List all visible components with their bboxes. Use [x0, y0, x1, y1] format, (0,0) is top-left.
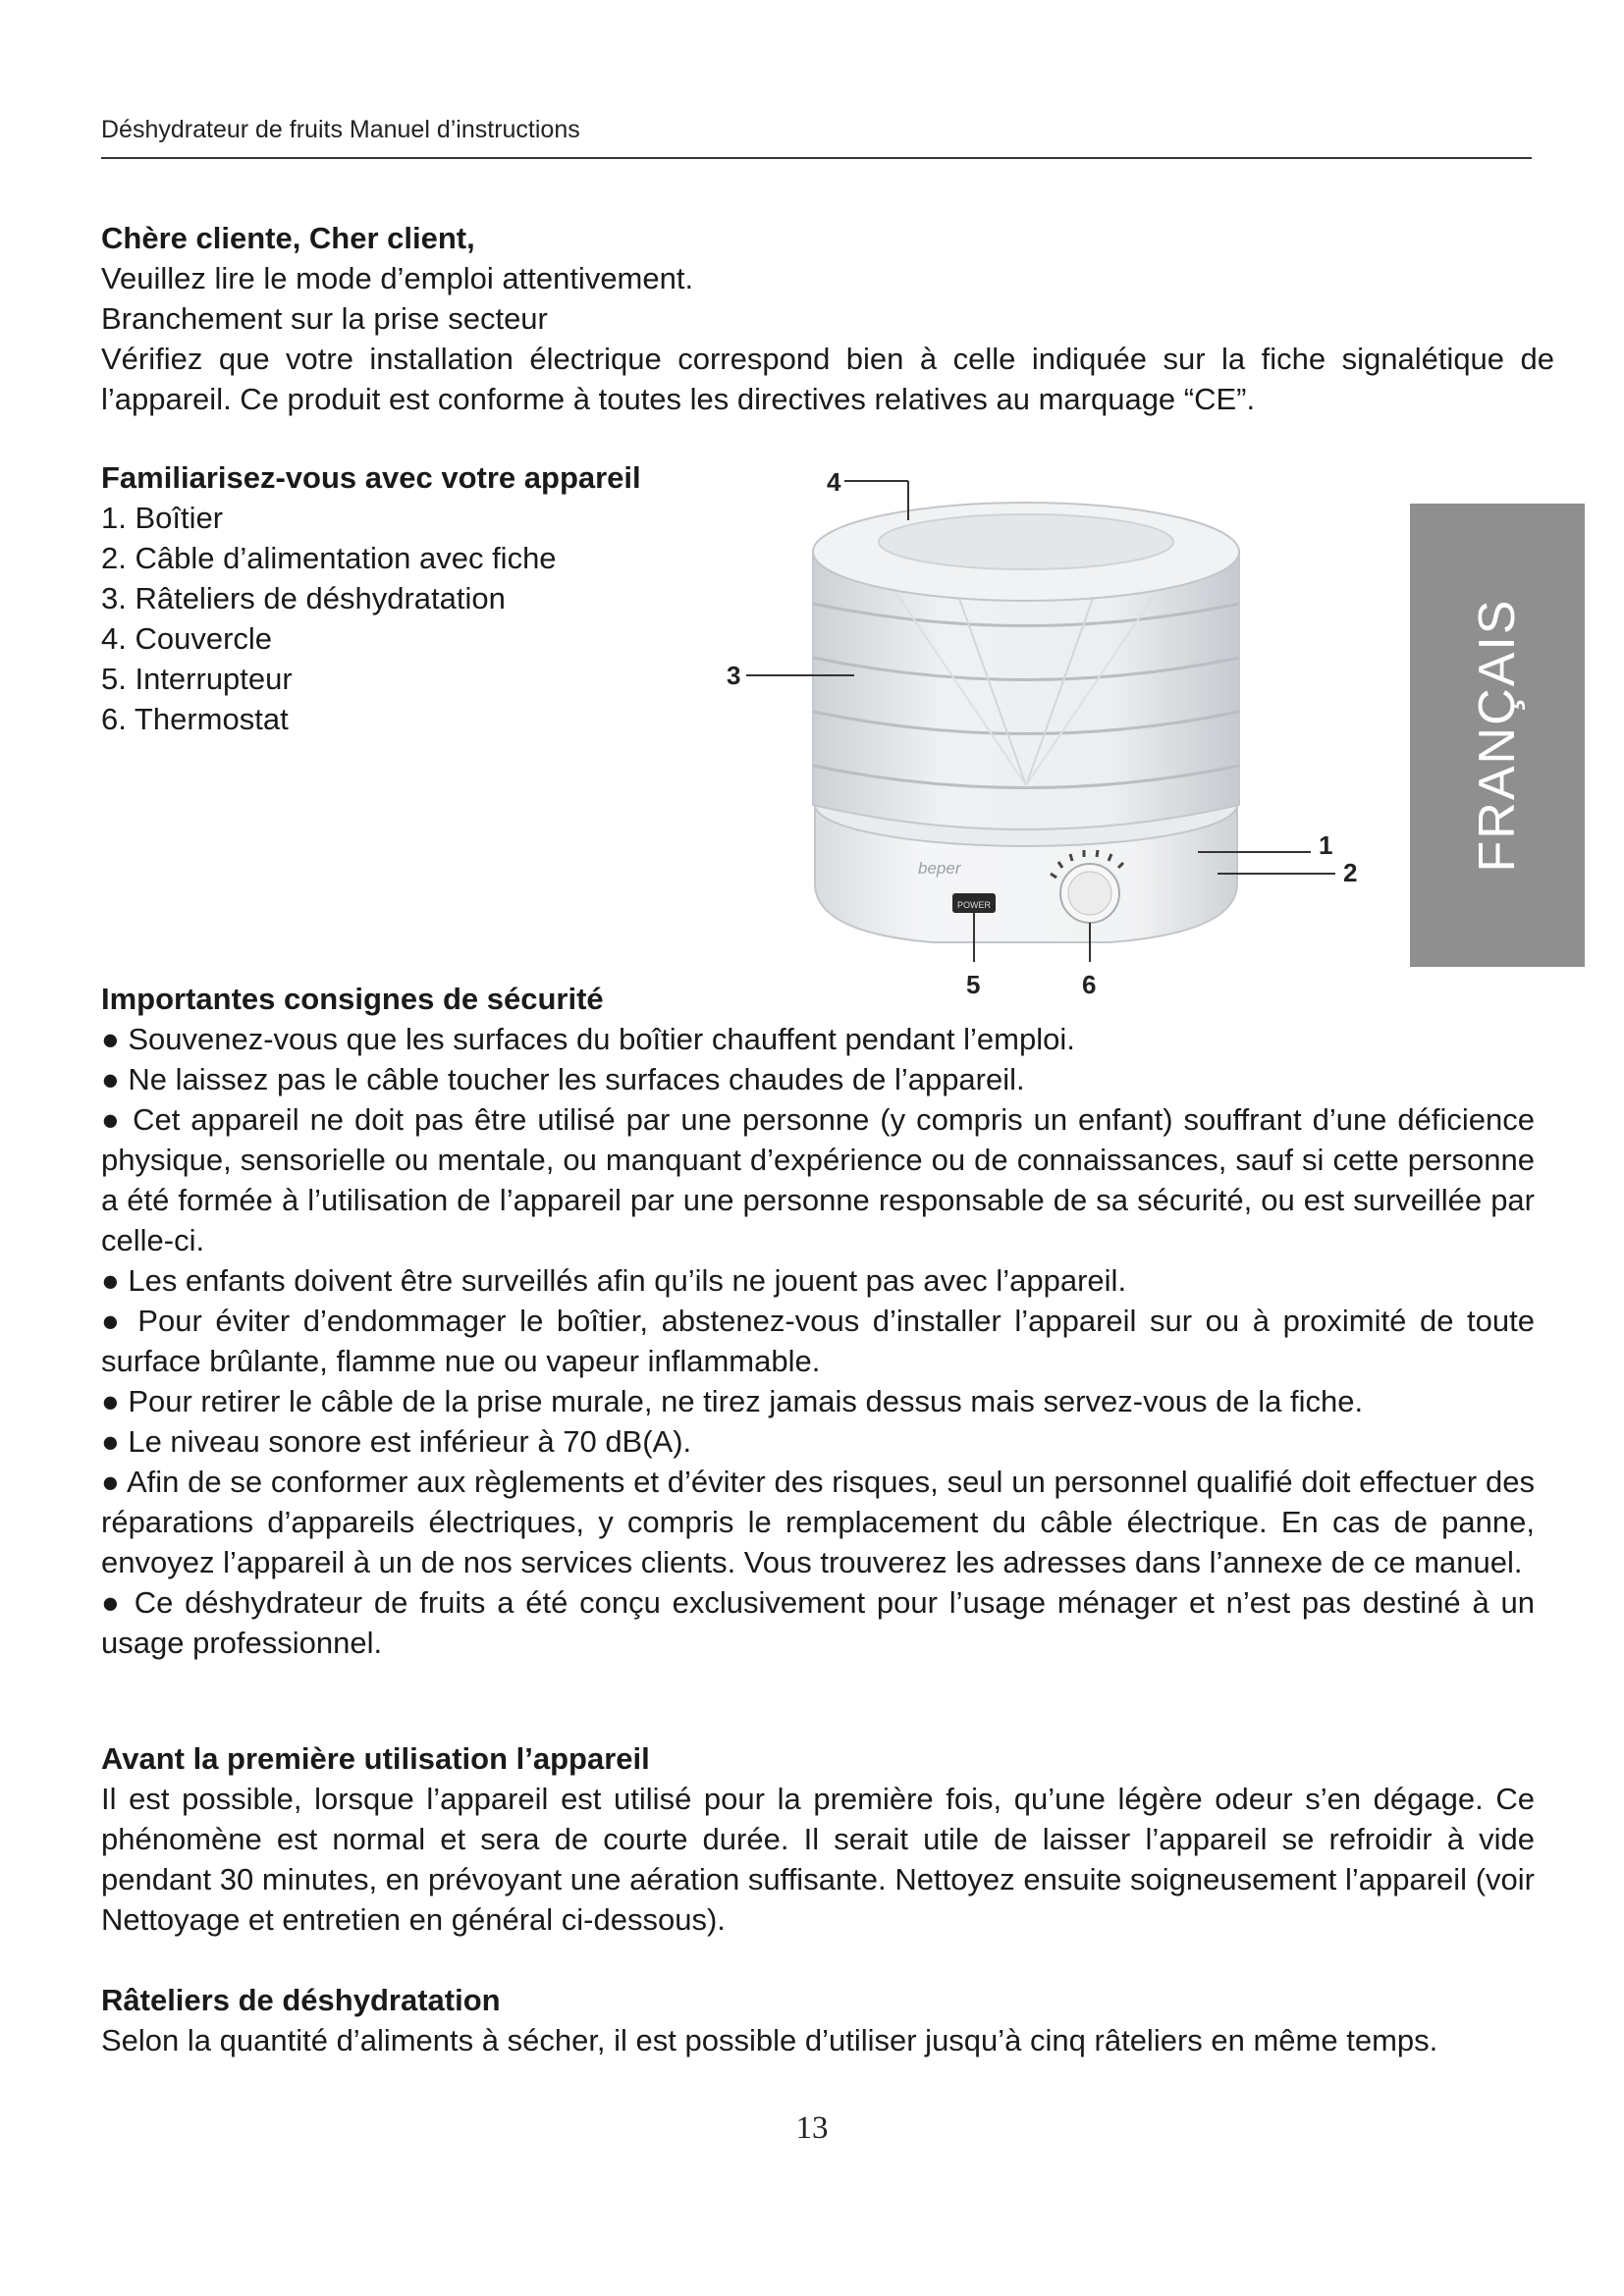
safety-section: [101, 979, 1535, 1663]
parts-list-item: 6. Thermostat: [101, 702, 289, 736]
safety-item: ● Ce déshydrateur de fruits a été conçu exclusivement pour l’usage ménager et n’est pas destiné à un usage professionnel.: [101, 1585, 1535, 1660]
parts-list-item: 4. Couvercle: [101, 621, 273, 656]
safety-item: ● Souvenez-vous que les surfaces du boîtier chauffent pendant l’emploi.: [101, 1022, 1075, 1056]
parts-list-item: 2. Câble d’alimentation avec fiche: [101, 541, 557, 575]
callout-label-5: 5: [966, 970, 981, 999]
page-number: 13: [795, 2110, 829, 2146]
safety-heading: Importantes consignes de sécurité: [101, 982, 604, 1016]
safety-item: ● Ne laissez pas le câble toucher les surfaces chaudes de l’appareil.: [101, 1062, 1025, 1096]
safety-item: ● Cet appareil ne doit pas être utilisé par une personne (y compris un enfant) souffrant d’une déficience physique, sensorielle ou mentale, ou manquant d’expérience ou de connaissances, sauf si cette personne a été formée à l’utilisation de l’appareil par une personne responsable de sa sécurité, ou est surveillée par celle-ci.: [101, 1102, 1535, 1257]
intro-line-check-installation: Vérifiez que votre installation électrique correspond bien à celle indiquée sur la fiche signalétique de l’appareil. Ce produit est conforme à toutes les directives relatives au marquage “CE”.: [101, 342, 1554, 416]
intro-section: [101, 218, 1554, 419]
safety-item: ● Afin de se conformer aux règlements et d’éviter des risques, seul un personnel qualifié doit effectuer des réparations d’appareils électriques, y compris le remplacement du câble électrique. En cas de panne, envoyez l’appareil à un de nos services clients. Vous trouverez les adresses dans l’annexe de ce manuel.: [101, 1465, 1535, 1579]
language-tab: [1410, 504, 1585, 967]
callout-label-4: 4: [827, 467, 841, 497]
dehydrator-drawing: [707, 461, 1394, 1011]
callout-label-2: 2: [1343, 858, 1358, 887]
intro-line-read-manual: Veuillez lire le mode d’emploi attentivement.: [101, 261, 694, 295]
lid-vent: [879, 514, 1173, 569]
header-divider: [101, 157, 1532, 159]
parts-section: [101, 457, 730, 739]
parts-list-item: 3. Râteliers de déshydratation: [101, 581, 506, 615]
language-tab-label: FRANÇAIS: [1469, 598, 1526, 873]
callout-label-1: 1: [1319, 830, 1333, 860]
running-header: Déshydrateur de fruits Manuel d’instructions: [101, 116, 580, 143]
callout-label-6: 6: [1082, 970, 1097, 999]
greeting-heading: Chère cliente, Cher client,: [101, 221, 475, 255]
racks-heading: Râteliers de déshydratation: [101, 1983, 501, 2017]
safety-item: ● Pour retirer le câble de la prise murale, ne tirez jamais dessus mais servez-vous de la fiche.: [101, 1384, 1364, 1418]
dehydrator-illustration: [707, 461, 1394, 1011]
first-use-heading: Avant la première utilisation l’appareil: [101, 1741, 650, 1776]
safety-item: ● Les enfants doivent être surveillés afin qu’ils ne jouent pas avec l’appareil.: [101, 1263, 1127, 1298]
first-use-text: Il est possible, lorsque l’appareil est utilisé pour la première fois, qu’une légère odeur s’en dégage. Ce phénomène est normal et sera de courte durée. Il serait utile de laisser l’appareil se refroidir à vide pendant 30 minutes, en prévoyant une aération suffisante. Nettoyez ensuite soigneusement l’appareil (voir Nettoyage et entretien en général ci-dessous).: [101, 1782, 1535, 1937]
parts-list: [101, 498, 730, 739]
racks-section: [101, 1980, 1554, 2060]
safety-item: ● Pour éviter d’endommager le boîtier, abstenez-vous d’installer l’appareil sur ou à proximité de toute surface brûlante, flamme nue ou vapeur inflammable.: [101, 1304, 1535, 1378]
callout-label-3: 3: [727, 661, 741, 690]
racks-text: Selon la quantité d’aliments à sécher, il est possible d’utiliser jusqu’à cinq râteliers en même temps.: [101, 2023, 1438, 2057]
parts-list-item: 5. Interrupteur: [101, 662, 293, 696]
parts-list-item: 1. Boîtier: [101, 501, 224, 535]
intro-line-mains: Branchement sur la prise secteur: [101, 301, 548, 336]
first-use-section: [101, 1738, 1535, 1940]
brand-logo: beper: [918, 859, 961, 878]
safety-item: ● Le niveau sonore est inférieur à 70 dB(A).: [101, 1424, 692, 1459]
parts-heading: Familiarisez-vous avec votre appareil: [101, 460, 641, 495]
power-switch-label: POWER: [956, 900, 992, 910]
